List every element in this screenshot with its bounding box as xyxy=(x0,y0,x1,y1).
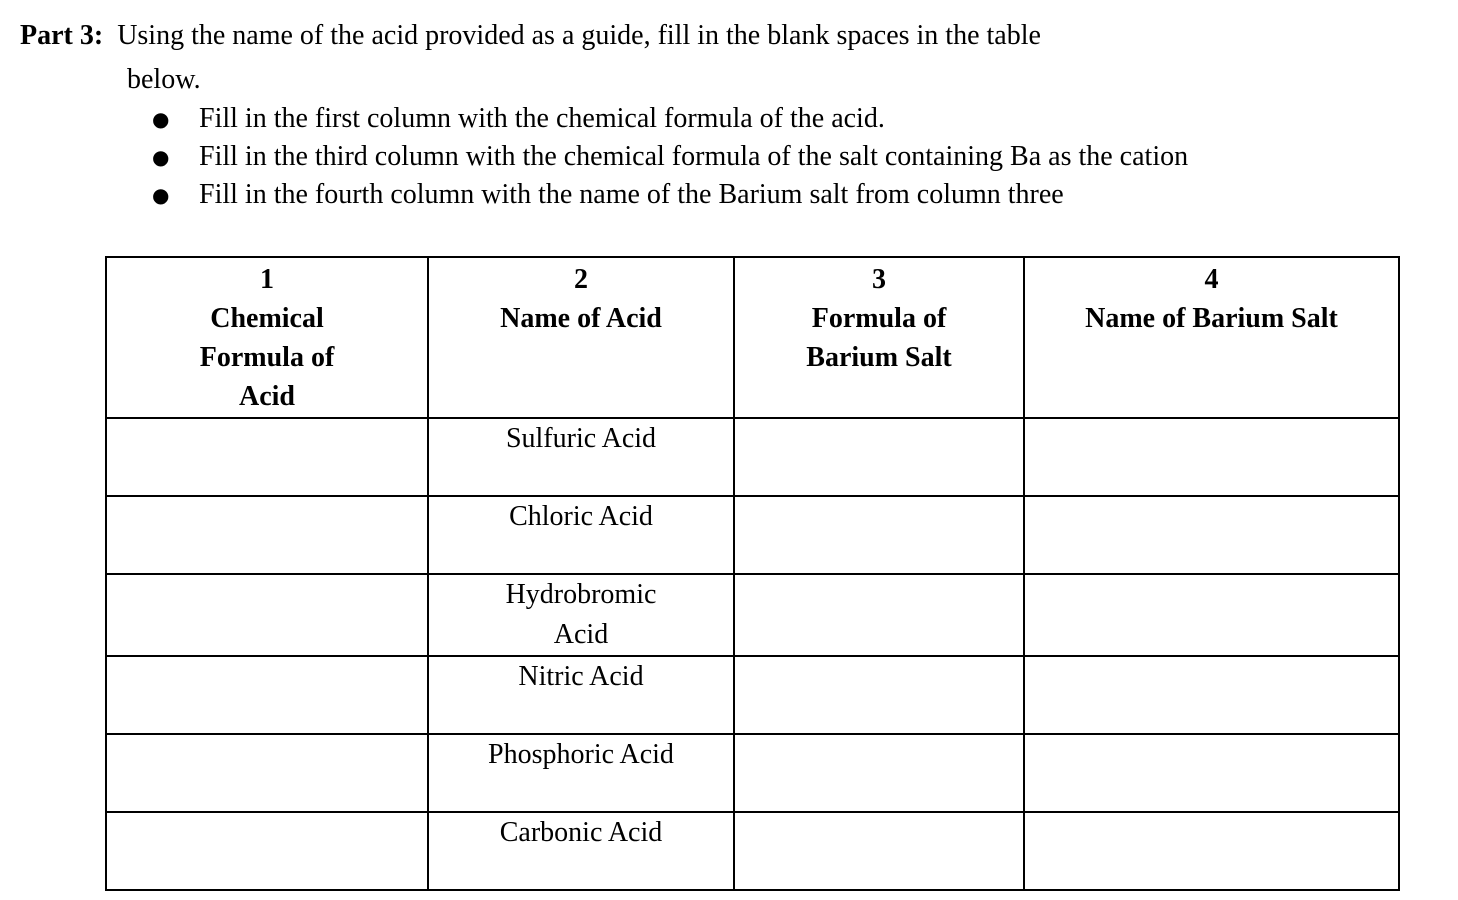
instruction-list xyxy=(152,100,1188,214)
header-label: Formula of xyxy=(811,303,947,334)
salt-formula-cell[interactable] xyxy=(734,656,1024,734)
acid-name-cell: Chloric Acid xyxy=(428,496,734,574)
header-number: 4 xyxy=(1204,264,1219,295)
table-row xyxy=(106,418,1399,496)
header-label: Acid xyxy=(239,381,295,412)
table-row xyxy=(106,812,1399,890)
instruction-text: Fill in the third column with the chemical formula of the salt containing Ba as the cation xyxy=(199,141,1189,172)
bullet-icon: ● xyxy=(152,107,170,131)
instruction-item xyxy=(152,176,1188,214)
salt-name-cell[interactable] xyxy=(1024,418,1399,496)
header-label: Name of Barium Salt xyxy=(1085,303,1338,334)
table-row xyxy=(106,574,1399,656)
intro-text: Using the name of the acid provided as a guide, fill in the blank spaces in the table xyxy=(117,20,1041,51)
acid-formula-cell[interactable] xyxy=(106,496,428,574)
bullet-icon: ● xyxy=(152,145,170,169)
header-name-of-barium-salt xyxy=(1024,257,1399,418)
acid-salt-table xyxy=(105,256,1400,891)
acid-formula-cell[interactable] xyxy=(106,574,428,656)
instruction-text: Fill in the first column with the chemical formula of the acid. xyxy=(199,103,885,134)
salt-name-cell[interactable] xyxy=(1024,496,1399,574)
header-label: Barium Salt xyxy=(806,342,952,373)
acid-formula-cell[interactable] xyxy=(106,656,428,734)
acid-name-cell: Nitric Acid xyxy=(428,656,734,734)
header-name-of-acid xyxy=(428,257,734,418)
acid-formula-cell[interactable] xyxy=(106,734,428,812)
acid-formula-cell[interactable] xyxy=(106,418,428,496)
table-row xyxy=(106,734,1399,812)
header-label: Name of Acid xyxy=(500,303,662,334)
salt-formula-cell[interactable] xyxy=(734,734,1024,812)
acid-formula-cell[interactable] xyxy=(106,812,428,890)
header-number: 2 xyxy=(574,264,588,295)
salt-name-cell[interactable] xyxy=(1024,812,1399,890)
part-label: Part 3: xyxy=(20,20,104,51)
acid-name-cell xyxy=(428,574,734,656)
instruction-text: Fill in the fourth column with the name of the Barium salt from column three xyxy=(199,179,1064,210)
table-row xyxy=(106,496,1399,574)
header-number: 1 xyxy=(260,264,274,295)
intro-line-1 xyxy=(20,14,1440,58)
header-label: Chemical xyxy=(210,303,324,334)
salt-name-cell[interactable] xyxy=(1024,574,1399,656)
acid-name-line: Hydrobromic xyxy=(505,579,657,610)
salt-formula-cell[interactable] xyxy=(734,574,1024,656)
instruction-item xyxy=(152,138,1188,176)
acid-name-cell: Phosphoric Acid xyxy=(428,734,734,812)
instruction-item xyxy=(152,100,1188,138)
acid-name-line: Acid xyxy=(553,619,609,650)
salt-name-cell[interactable] xyxy=(1024,656,1399,734)
header-label: Formula of xyxy=(199,342,335,373)
bullet-icon: ● xyxy=(152,183,170,207)
header-number: 3 xyxy=(872,264,886,295)
acid-name-cell: Sulfuric Acid xyxy=(428,418,734,496)
salt-name-cell[interactable] xyxy=(1024,734,1399,812)
intro-line-2: below. xyxy=(127,64,201,95)
acid-name-cell: Carbonic Acid xyxy=(428,812,734,890)
salt-formula-cell[interactable] xyxy=(734,418,1024,496)
instructions-intro xyxy=(20,14,1440,102)
table-row xyxy=(106,656,1399,734)
header-chemical-formula-of-acid xyxy=(106,257,428,418)
salt-formula-cell[interactable] xyxy=(734,496,1024,574)
table-header-row xyxy=(106,257,1399,418)
salt-formula-cell[interactable] xyxy=(734,812,1024,890)
header-formula-of-barium-salt xyxy=(734,257,1024,418)
